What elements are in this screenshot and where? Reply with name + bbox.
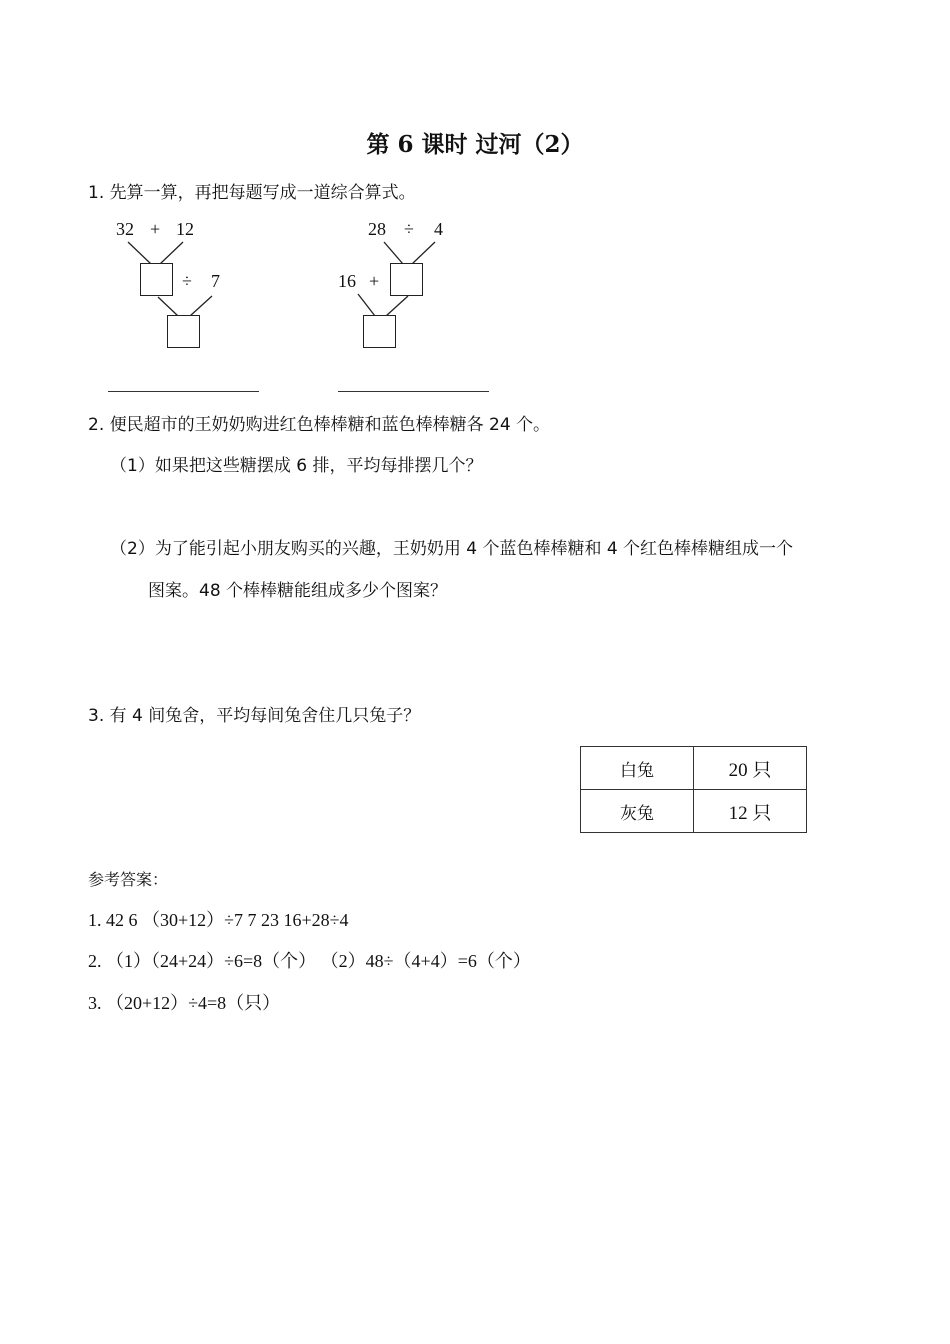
left-op-b: ÷ xyxy=(182,271,192,291)
table-cell-count: 12 只 xyxy=(694,790,807,833)
left-answer-box-2[interactable] xyxy=(167,315,200,348)
left-num-c: 7 xyxy=(211,271,220,291)
right-op-b: + xyxy=(369,271,380,291)
page-title: 第 6 课时 过河（2） xyxy=(366,131,584,158)
question-2-part-2-line-1: （2）为了能引起小朋友购买的兴趣，王奶奶用 4 个蓝色棒棒糖和 4 个红色棒棒糖组成一个 xyxy=(110,539,794,559)
table-cell-name: 白兔 xyxy=(581,747,694,790)
right-answer-box-1[interactable] xyxy=(390,263,423,296)
question-1: 1. 先算一算，再把每题写成一道综合算式。 xyxy=(88,183,416,203)
right-answer-line[interactable] xyxy=(338,391,489,392)
question-2: 2. 便民超市的王奶奶购进红色棒棒糖和蓝色棒棒糖各 24 个。 xyxy=(88,415,551,435)
left-answer-box-1[interactable] xyxy=(140,263,173,296)
answers-heading: 参考答案： xyxy=(88,870,169,889)
right-num-c: 16 xyxy=(338,271,356,291)
table-cell-name: 灰兔 xyxy=(581,790,694,833)
left-num-b: 12 xyxy=(176,219,194,239)
right-num-a: 28 xyxy=(368,219,386,239)
answer-2: 2. （1）（24+24）÷6=8（个） （2）48÷（4+4）=6（个） xyxy=(88,951,531,971)
right-num-b: 4 xyxy=(434,219,443,239)
right-answer-box-2[interactable] xyxy=(363,315,396,348)
table-row xyxy=(581,747,807,790)
left-num-a: 32 xyxy=(116,219,134,239)
question-3: 3. 有 4 间兔舍，平均每间兔舍住几只兔子？ xyxy=(88,706,421,726)
answer-3: 3. （20+12）÷4=8（只） xyxy=(88,993,281,1013)
table-row xyxy=(581,790,807,833)
rabbit-table xyxy=(580,746,807,833)
left-answer-line[interactable] xyxy=(108,391,259,392)
left-op-a: + xyxy=(150,219,161,239)
table-cell-count: 20 只 xyxy=(694,747,807,790)
question-2-part-1: （1）如果把这些糖摆成 6 排，平均每排摆几个？ xyxy=(110,456,483,476)
answer-1: 1. 42 6 （30+12）÷7 7 23 16+28÷4 xyxy=(88,910,349,930)
question-2-part-2-line-2: 图案。48 个棒棒糖能组成多少个图案？ xyxy=(148,581,448,601)
right-op-a: ÷ xyxy=(404,219,414,239)
